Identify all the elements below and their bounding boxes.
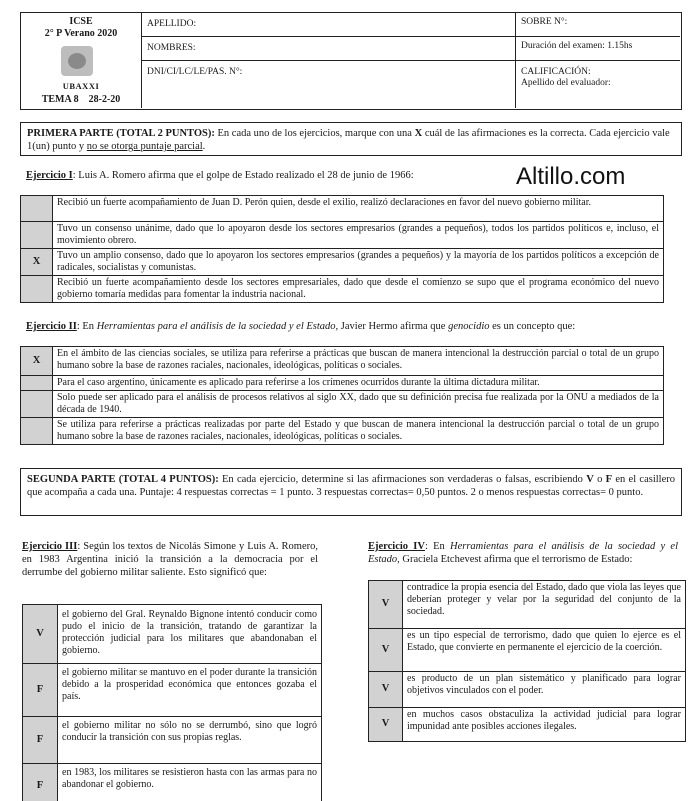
ex3-prompt xyxy=(22,541,318,579)
table-row xyxy=(21,249,664,276)
ex1-mark-4[interactable] xyxy=(21,276,53,303)
calificacion-label: CALIFICACIÓN: xyxy=(521,67,591,77)
ex1-option-2: Tuvo un consenso unánime, dado que lo apoyaron desde los sectores empresarios (grandes a pequeños), todos los partidos políticos e, incluso, el movimiento obrero. xyxy=(53,222,664,249)
evaluador-label: Apellido del evaluador: xyxy=(521,77,611,88)
ex3-label: Ejercicio III xyxy=(22,541,78,552)
part1-instructions xyxy=(20,122,682,156)
ex2-mark-1[interactable]: X xyxy=(21,347,53,376)
part1-text-end: . xyxy=(202,141,206,153)
calificacion-cell xyxy=(516,61,680,108)
table-row xyxy=(369,708,686,742)
ex4-option-1: contradice la propia esencia del Estado, dado que viola las leyes que deberían proteger y velar por la seguridad del conjunto de la sociedad. xyxy=(403,581,686,629)
ex4-label: Ejercicio IV xyxy=(368,541,425,552)
ex1-table xyxy=(20,195,664,303)
ex1-mark-3[interactable]: X xyxy=(21,249,53,276)
part2-instructions xyxy=(20,468,682,516)
student-fields xyxy=(142,13,516,108)
ex1-mark-2[interactable] xyxy=(21,222,53,249)
part1-text-a: En cada uno de los ejercicios, marque con una xyxy=(214,128,415,139)
part2-title: SEGUNDA PARTE (TOTAL 4 PUNTOS): xyxy=(27,474,219,485)
table-row xyxy=(23,664,322,717)
ex4-option-3: es producto de un plan sistemático y planificado para lograr objetivos vinculados con el poder. xyxy=(403,672,686,708)
table-row xyxy=(23,605,322,664)
exam-header xyxy=(20,12,682,110)
table-row xyxy=(369,672,686,708)
apellido-field[interactable]: APELLIDO: xyxy=(142,13,515,37)
part1-no-partial: no se otorga puntaje parcial xyxy=(86,141,203,153)
part2-f: F xyxy=(605,474,613,485)
header-logo-cell xyxy=(21,13,142,108)
ex1-option-4: Recibió un fuerte acompañamiento desde los sectores empresariales, dado que desde el comienzo se supo que el programa económico del nuevo gobierno tomaría medidas para fomentar la industria nacional. xyxy=(53,276,664,303)
ex3-option-3: el gobierno militar no sólo no se derrumbó, sino que logró conducir la transición con sus propias reglas. xyxy=(58,717,322,764)
ex3-option-4: en 1983, los militares se resistieron hasta con las armas para no abandonar el gobierno. xyxy=(58,764,322,801)
ex1-prompt xyxy=(26,170,506,183)
ex4-book-title: Herramientas para el análisis de la sociedad y el Estado xyxy=(368,541,678,565)
table-row xyxy=(21,418,664,445)
table-row xyxy=(21,347,664,376)
tema-label: TEMA 8 28-2-20 xyxy=(41,94,121,105)
ex1-option-1: Recibió un fuerte acompañamiento de Juan D. Perón quien, desde el exilio, realizó declaraciones en favor del nuevo gobierno militar. xyxy=(53,196,664,222)
table-row xyxy=(21,196,664,222)
table-row xyxy=(21,376,664,391)
part2-text-a: En cada ejercicio, determine si las afirmaciones son verdaderas o falsas, escribiendo xyxy=(218,474,587,485)
part2-v: V xyxy=(586,474,594,485)
ex3-option-2: el gobierno militar se mantuvo en el poder durante la transición debido a la prosperidad económica que entonces gozaba el país. xyxy=(58,664,322,717)
logo-text: UBAXXI xyxy=(62,81,100,91)
ex2-prompt-b: , Javier Hermo afirma que xyxy=(335,321,449,332)
ex1-label: Ejercicio I xyxy=(26,170,73,181)
table-row xyxy=(21,222,664,249)
table-row xyxy=(369,629,686,672)
ex1-mark-1[interactable] xyxy=(21,196,53,222)
ex2-table xyxy=(20,346,664,445)
ex4-option-2: es un tipo especial de terrorismo, dado que quien lo ejerce es el Estado, que convierte en permanente el ejercicio de la coerción. xyxy=(403,629,686,672)
ex2-option-4: Se utiliza para referirse a prácticas realizadas por parte del Estado y que buscan de manera intencional la destrucción parcial o total de un grupo humano sobre la base de razones raciales, nacionales, ideológicas, políticas o sociales. xyxy=(53,418,664,445)
watermark-text: Altillo.com xyxy=(516,163,626,190)
ex3-table xyxy=(22,604,322,801)
ex2-label: Ejercicio II xyxy=(26,321,77,332)
ex4-mark-2[interactable]: V xyxy=(369,629,403,672)
table-row xyxy=(21,391,664,418)
part1-text-b: cuál de las afirmaciones es la correcta. Cada ejercicio vale 1(un) punto y xyxy=(27,128,670,153)
duracion-label: Duración del examen: 1.15hs xyxy=(516,37,680,61)
ex3-mark-2[interactable]: F xyxy=(23,664,58,717)
ex3-mark-3[interactable]: F xyxy=(23,717,58,764)
sobre-field[interactable]: SOBRE N°: xyxy=(516,13,680,37)
ex4-prompt-a: : En xyxy=(424,541,451,552)
ex4-mark-1[interactable]: V xyxy=(369,581,403,629)
ex2-option-1: En el ámbito de las ciencias sociales, se utiliza para referirse a prácticas que buscan de manera intencional la destrucción parcial o total de un grupo humano sobre la base de razones raciales, nacionales, ideológicas, políticas o sociales. xyxy=(53,347,664,376)
ex1-option-3: Tuvo un amplio consenso, dado que lo apoyaron los sectores empresarios (grandes a pequeños) y la mayoría de los partidos políticos a excepción de radicales, socialistas y comunistas. xyxy=(53,249,664,276)
ex3-mark-1[interactable]: V xyxy=(23,605,58,664)
part1-title: PRIMERA PARTE (TOTAL 2 PUNTOS): xyxy=(27,128,215,139)
ex3-mark-4[interactable]: F xyxy=(23,764,58,801)
ex2-prompt-c: es un concepto que: xyxy=(489,321,576,332)
ex4-mark-3[interactable]: V xyxy=(369,672,403,708)
ex2-mark-2[interactable] xyxy=(21,376,53,391)
exam-term: 2° P Verano 2020 xyxy=(44,28,118,39)
ex2-mark-3[interactable] xyxy=(21,391,53,418)
school-name: ICSE xyxy=(69,16,93,27)
ex4-table xyxy=(368,580,686,742)
ex2-option-2: Para el caso argentino, únicamente es aplicado para referirse a los crímenes ocurridos durante la última dictadura militar. xyxy=(53,376,664,391)
uba-logo-icon xyxy=(61,46,93,76)
ex4-mark-4[interactable]: V xyxy=(369,708,403,742)
ex4-prompt-b: , Graciela Etchevest afirma que el terrorismo de Estado: xyxy=(397,553,633,565)
ex1-prompt-text: : Luis A. Romero afirma que el golpe de Estado realizado el 28 de junio de 1966: xyxy=(72,170,414,181)
ex2-prompt xyxy=(26,321,686,334)
table-row xyxy=(21,276,664,303)
part2-text-b: en el casillero que acompaña a cada una. Puntaje: 4 respuestas correctas = 1 punto. 3 respuestas correctas= 0,50 puntos. 2 o menos respuestas correctas= 0 punto. xyxy=(27,474,675,499)
dni-field[interactable]: DNI/CI/LC/LE/PAS. N°: xyxy=(147,67,243,77)
exam-info xyxy=(516,13,680,108)
part1-x: X xyxy=(414,128,423,139)
part2-text-o: o xyxy=(593,474,606,485)
ex4-prompt xyxy=(368,541,678,567)
ex2-prompt-a: : En xyxy=(76,321,97,332)
ex3-option-1: el gobierno del Gral. Reynaldo Bignone intentó conducir como pudo el inicio de la transición, tratando de garantizar la protección judicial para los militares que abandonaban el gobierno. xyxy=(58,605,322,664)
ex2-keyword: genocidio xyxy=(448,321,490,332)
ex3-prompt-text: : Según los textos de Nicolás Simone y Luis A. Romero, en 1983 Argentina inició la transición a la democracia por el derrumbe del gobierno militar saliente. Esto significó que: xyxy=(22,541,318,578)
table-row xyxy=(23,764,322,801)
table-row xyxy=(369,581,686,629)
ex2-mark-4[interactable] xyxy=(21,418,53,445)
ex2-option-3: Solo puede ser aplicado para el análisis de procesos relativos al siglo XX, dado que su definición precisa fue realizada por la ONU a mediados de la década de 1940. xyxy=(53,391,664,418)
nombres-field[interactable]: NOMBRES: xyxy=(142,37,515,61)
ex2-book-title: Herramientas para el análisis de la sociedad y el Estado xyxy=(96,321,336,332)
ex4-option-4: en muchos casos obstaculiza la actividad judicial para lograr impunidad ante posibles acciones ilegales. xyxy=(403,708,686,742)
table-row xyxy=(23,717,322,764)
